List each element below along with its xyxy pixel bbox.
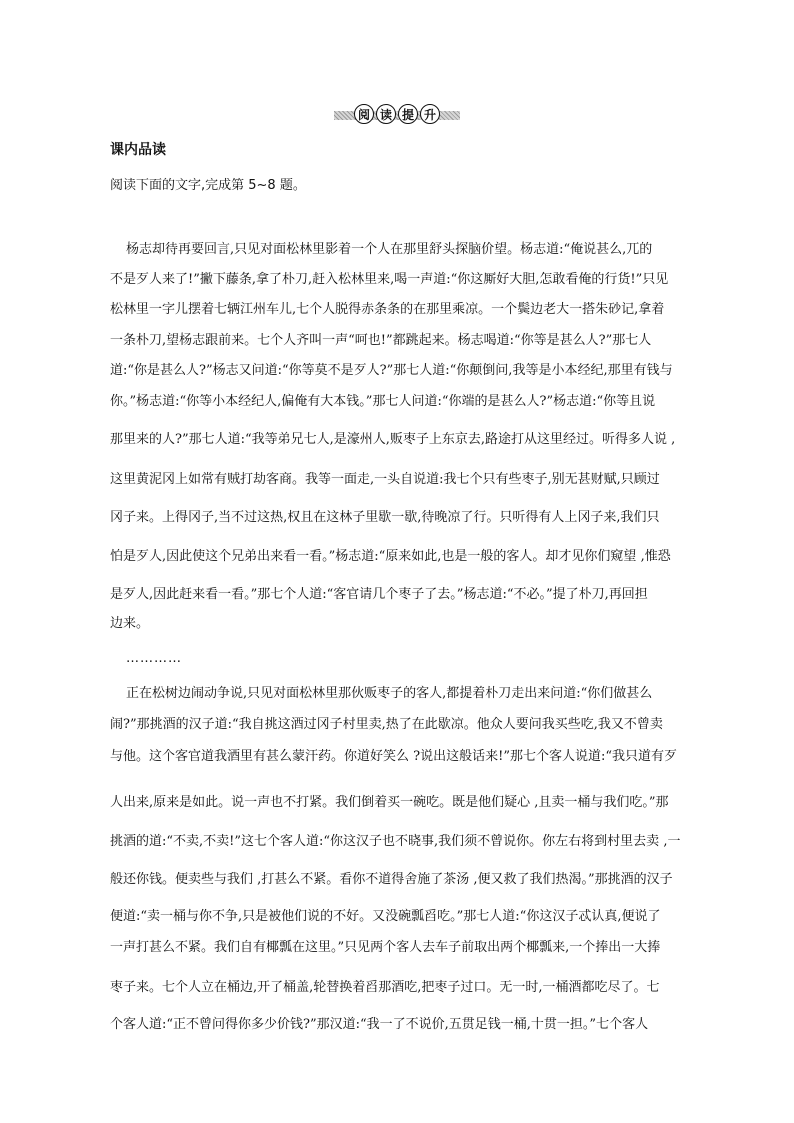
passage-line: 个客人道:“正不曾问得你多少价钱?”那汉道:“我一了不说价,五贯足钱一桶,十贯一担。”七个客人: [110, 1017, 649, 1032]
banner-char: 读: [376, 104, 396, 124]
passage-line: 一声打甚么不紧。我们自有椰瓢在这里。”只见两个客人去车子前取出两个椰瓢来,一个捧出一大捧: [110, 940, 661, 955]
passage-line: 不是歹人来了!”撇下藤条,拿了朴刀,赶入松林里来,喝一声道:“你这厮好大胆,怎敢看俺的行货!”只见: [110, 272, 669, 287]
passage-line: 那里来的人?”那七人道:“我等弟兄七人,是濠州人,贩枣子上东京去,路途打从这里经过。听得多人说 ,: [110, 432, 676, 447]
passage-line: 枣子来。七个人立在桶边,开了桶盖,轮替换着舀那酒吃,把枣子过口。无一时,一桶酒都吃尽了。七: [110, 980, 660, 995]
passage-line: 边来。: [110, 616, 150, 631]
passage-line: 般还你钱。便卖些与我们 ,打甚么不紧。看你不道得舍施了茶汤 ,便又救了我们热渴。”那挑酒的汉子: [110, 872, 673, 887]
passage-line: 冈子来。上得冈子,当不过这热,权且在这林子里歇一歇,待晚凉了行。只听得有人上冈子来,我们只: [110, 510, 660, 525]
passage-line: 是歹人,因此赶来看一看。”那七个人道:“客官请几个枣子了去。”杨志道:“不必。”提了朴刀,再回担: [110, 587, 648, 602]
banner-characters: [354, 104, 440, 124]
ellipsis-separator: …………: [126, 651, 182, 666]
passage-line: 一条朴刀,望杨志跟前来。七个人齐叫一声“呵也!”都跳起来。杨志喝道:“你等是甚么人?”那七人: [110, 333, 652, 348]
banner-char: 提: [398, 104, 418, 124]
passage-line: 与他。这个客官道我酒里有甚么蒙汗药。你道好笑么 ?说出这般话来!”那七个客人说道:“我只道有歹: [110, 749, 677, 764]
passage-line: 道:“你是甚么人?”杨志又问道:“你等莫不是歹人?”那七人道:“你颠倒问,我等是小本经纪,那里有钱与: [110, 363, 673, 378]
passage-line: 人出来,原来是如此。说一声也不打紧。我们倒着买一碗吃。既是他们疑心 ,且卖一桶与我们吃。”那: [110, 795, 669, 810]
passage-line: 这里黄泥冈上如常有贼打劫客商。我等一面走,一头自说道:我七个只有些枣子,别无甚财赋,只顾过: [110, 472, 660, 487]
passage-line: 闹?”那挑酒的汉子道:“我自挑这酒过冈子村里卖,热了在此歇凉。他众人要问我买些吃,我又不曾卖: [110, 717, 663, 732]
passage-line: 便道:“卖一桶与你不争,只是被他们说的不好。又没碗瓢舀吃。”那七人道:“你这汉子忒认真,便说了: [110, 909, 661, 924]
section-banner: [334, 104, 460, 126]
section-title: 课内品读: [110, 142, 166, 158]
passage-line: 松林里一字儿摆着七辆江州车儿,七个人脱得赤条条的在那里乘凉。一个鬓边老大一搭朱砂记,拿着: [110, 302, 665, 317]
passage-line: 正在松树边闹动争说,只见对面松林里那伙贩枣子的客人,都提着朴刀走出来问道:“你们做甚么: [126, 686, 653, 701]
passage-line: 你。”杨志道:“你等小本经纪人,偏俺有大本钱。”那七人问道:“你端的是甚么人?”杨志道:“你等且说: [110, 394, 656, 409]
banner-char: 升: [420, 104, 440, 124]
passage-line: 挑酒的道:“不卖,不卖!”这七个客人道:“你这汉子也不晓事,我们须不曾说你。你左右将到村里去卖 ,一: [110, 834, 681, 849]
passage-line: 杨志却待再要回言,只见对面松林里影着一个人在那里舒头探脑价望。杨志道:“俺说甚么,兀的: [126, 242, 653, 257]
instruction-text: 阅读下面的文字,完成第 5~8 题。: [110, 178, 306, 193]
passage-line: 怕是歹人,因此使这个兄弟出来看一看。”杨志道:“原来如此,也是一般的客人。却才见你们窥望 ,惟恐: [110, 549, 671, 564]
banner-char: 阅: [354, 104, 374, 124]
